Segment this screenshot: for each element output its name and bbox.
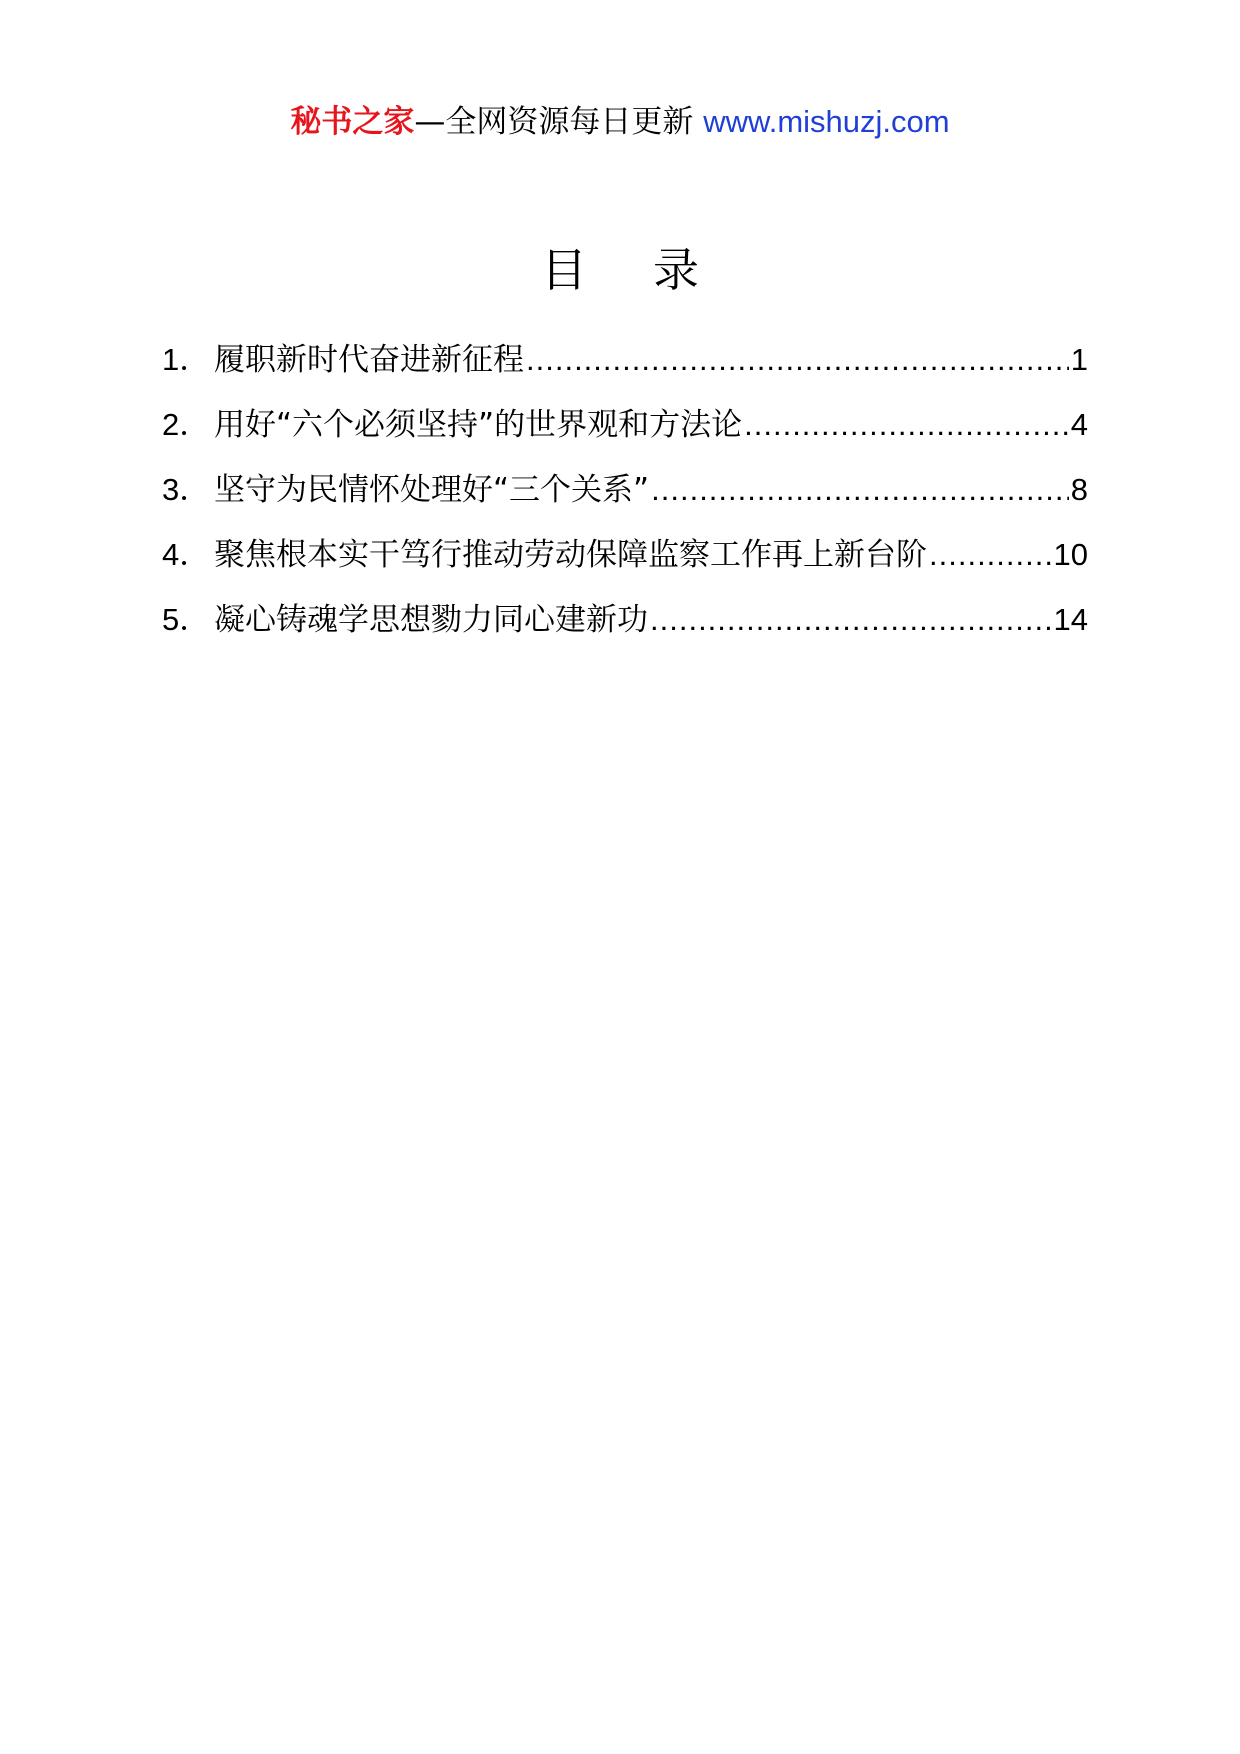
toc-entry-page: 4 bbox=[1070, 407, 1088, 442]
toc-title-part1: 目 bbox=[541, 243, 587, 297]
toc-title-part2: 录 bbox=[653, 243, 699, 297]
toc-entry-page: 8 bbox=[1070, 472, 1088, 507]
toc-entry[interactable] bbox=[162, 533, 1088, 598]
toc-entry-title: 坚守为民情怀处理好“三个关系” bbox=[214, 472, 650, 508]
toc-entry-number: 1． bbox=[162, 342, 211, 377]
toc-entry-leader bbox=[744, 403, 1069, 447]
toc-title bbox=[0, 240, 1240, 300]
toc-entry-page: 14 bbox=[1053, 602, 1088, 637]
toc-entry-number: 5． bbox=[162, 602, 211, 637]
toc-entry-title: 用好“六个必须坚持”的世界观和方法论 bbox=[214, 407, 743, 443]
site-header bbox=[0, 100, 1240, 144]
toc-entry-number: 2． bbox=[162, 407, 211, 442]
toc-entry-title: 聚焦根本实干笃行推动劳动保障监察工作再上新台阶 bbox=[214, 537, 927, 573]
toc-entry[interactable] bbox=[162, 598, 1088, 663]
toc-entry-number: 4． bbox=[162, 537, 211, 572]
toc-entry-page: 1 bbox=[1070, 342, 1088, 377]
site-url-link[interactable]: www.mishuzj.com bbox=[703, 104, 950, 139]
toc-entry[interactable] bbox=[162, 403, 1088, 468]
toc-list bbox=[162, 338, 1088, 663]
toc-entry-leader bbox=[651, 468, 1069, 512]
toc-entry-number: 3． bbox=[162, 472, 211, 507]
site-brand: 秘书之家 bbox=[290, 104, 415, 140]
toc-entry-leader bbox=[526, 338, 1069, 382]
toc-entry[interactable] bbox=[162, 468, 1088, 533]
toc-entry[interactable] bbox=[162, 338, 1088, 403]
toc-entry-leader bbox=[650, 598, 1052, 642]
toc-entry-page: 10 bbox=[1053, 537, 1088, 572]
toc-entry-title: 履职新时代奋进新征程 bbox=[214, 342, 524, 378]
toc-entry-leader bbox=[929, 533, 1052, 577]
site-tagline: —全网资源每日更新 bbox=[414, 104, 694, 140]
toc-entry-title: 凝心铸魂学思想勠力同心建新功 bbox=[214, 602, 648, 638]
